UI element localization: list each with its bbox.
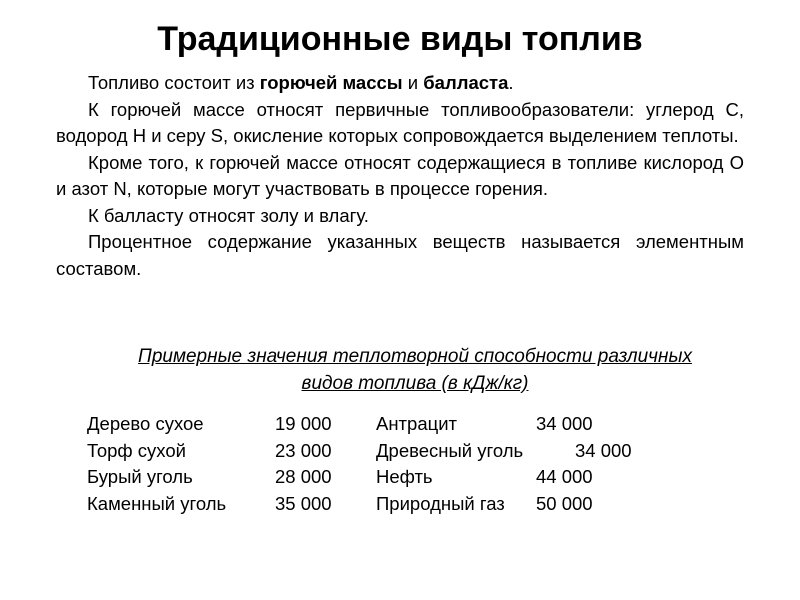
fuel-name: Дерево сухое	[87, 413, 204, 434]
fuel-name: Природный газ	[376, 492, 505, 514]
fuel-name: Каменный уголь	[87, 492, 227, 514]
paragraph-composition-end: .	[508, 72, 514, 93]
table-caption	[70, 343, 760, 397]
fuel-value: 19 000	[275, 413, 332, 434]
fuel-value: 35 000	[275, 492, 332, 514]
paragraph-oxygen-nitrogen: Кроме того, к горючей массе относят содержащиеся в топливе кислород О и азот N, которые могут участвовать в процессе горения.	[56, 151, 744, 199]
fuel-name: Древесный уголь	[376, 439, 524, 461]
page-title: Традиционные виды топлив	[157, 20, 643, 58]
paragraph-ballast: К балласту относят золу и влагу.	[88, 204, 369, 226]
paragraph-composition-conj: и	[402, 72, 424, 93]
fuel-value: 50 000	[536, 492, 593, 514]
fuel-value: 44 000	[536, 466, 593, 487]
fuel-name: Нефть	[376, 466, 433, 487]
fuel-value: 23 000	[275, 439, 332, 461]
paragraph-composition	[56, 70, 744, 97]
fuel-value: 34 000	[575, 439, 632, 461]
fuel-value: 34 000	[536, 413, 593, 434]
paragraph-composition-start: Топливо состоит из	[88, 72, 260, 93]
term-ballast: балласта	[423, 72, 509, 93]
paragraph-combustible-elements: К горючей массе относят первичные топливообразователи: углерод С, водород Н и серу S, окисление которых сопровождается выделением теплоты.	[56, 98, 744, 146]
body-text	[56, 70, 744, 282]
table-caption-line-1: Примерные значения теплотворной способности различных	[138, 346, 692, 367]
fuel-name: Торф сухой	[87, 439, 186, 461]
table-caption-line-2: видов топлива (в кДж/кг)	[301, 373, 529, 394]
fuel-name: Бурый уголь	[87, 466, 193, 487]
paragraph-elemental-composition: Процентное содержание указанных веществ называется элементным составом.	[56, 231, 744, 279]
fuel-name: Антрацит	[376, 413, 458, 434]
fuel-value: 28 000	[275, 466, 332, 487]
term-combustible-mass: горючей массы	[259, 72, 403, 93]
